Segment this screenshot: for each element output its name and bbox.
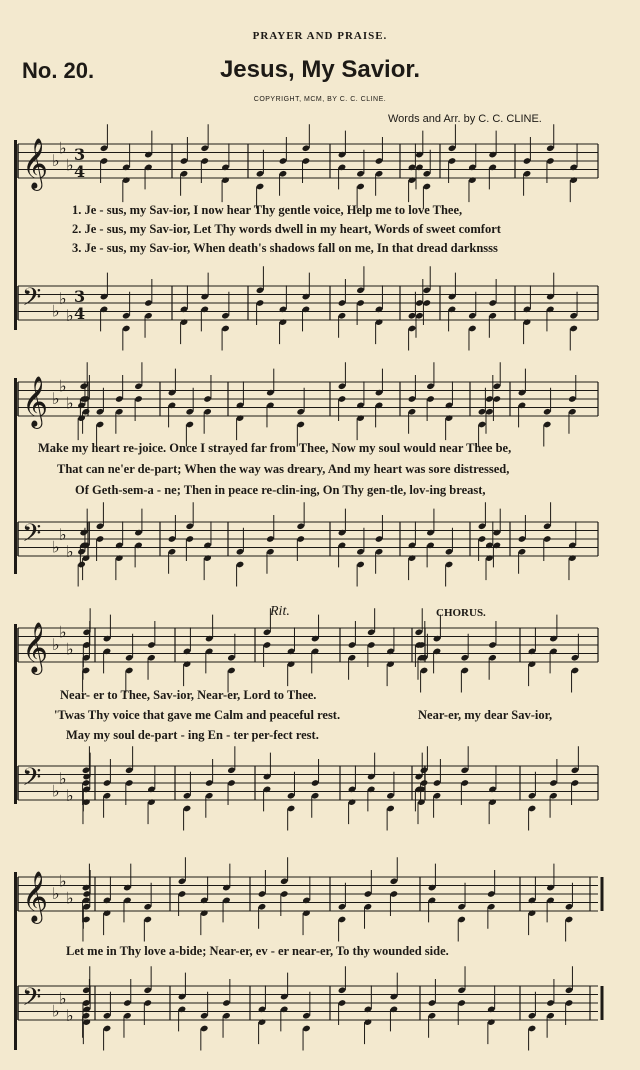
flat-icon: ♭ [66, 541, 74, 561]
flat-icon: ♭ [59, 622, 67, 642]
hymn-title: Jesus, My Savior. [219, 56, 421, 83]
verse3-line1: 3. Je - sus, my Sav-ior, When death's shadows fall on me, In that dread darknsss [72, 241, 498, 255]
treble-clef-icon: 𝄞 [22, 138, 49, 189]
flat-icon: ♭ [52, 635, 60, 654]
chorus-line2: Let me in Thy love a-bide; Near-er, ev - er near-er, To thy wounded side. [66, 944, 449, 958]
verse1-line2: Make my heart re-joice. Once I strayed far from Thee, Now my soul would near Thee be, [38, 441, 512, 455]
flat-icon: ♭ [66, 393, 74, 413]
verse2-line3: 'Twas Thy voice that gave me Calm and peaceful rest. [54, 708, 341, 722]
flat-icon: ♭ [66, 1005, 74, 1025]
flat-icon: ♭ [66, 305, 74, 325]
verse3-line2: Of Geth-sem-a - ne; Then in peace re-clin-ing, On Thy gen-tle, lov-ing breast, [75, 483, 486, 497]
flat-icon: ♭ [59, 376, 67, 396]
treble-clef-icon: 𝄞 [22, 871, 49, 922]
flat-icon: ♭ [52, 301, 60, 321]
flat-icon: ♭ [66, 785, 74, 805]
flat-icon: ♭ [52, 884, 60, 903]
time-signature-top: 3 [74, 145, 86, 164]
bass-clef-icon: 𝄢 [22, 763, 42, 798]
flat-icon: ♭ [52, 781, 60, 801]
flat-icon: ♭ [52, 151, 60, 170]
bass-clef-icon: 𝄢 [22, 519, 42, 554]
bass-clef-icon: 𝄢 [22, 283, 42, 318]
section-category: PRAYER AND PRAISE. [252, 30, 388, 42]
flat-icon: ♭ [52, 537, 60, 557]
bass-clef-icon: 𝄢 [22, 983, 42, 1018]
chorus-label: CHORUS. [436, 607, 486, 619]
treble-clef-icon: 𝄞 [22, 376, 49, 427]
flat-icon: ♭ [59, 524, 67, 544]
verse2-line1: 2. Je - sus, my Sav-ior, Let Thy words dwell in my heart, Words of sweet comfort [72, 222, 501, 236]
time-signature-top: 3 [74, 287, 86, 306]
author-credit: Words and Arr. by C. C. CLINE. [388, 113, 542, 125]
treble-clef-icon: 𝄞 [22, 622, 49, 673]
time-signature-bottom: 4 [74, 162, 86, 181]
time-signature-bottom: 4 [74, 304, 86, 323]
copyright-line: COPYRIGHT, MCM, BY C. C. CLINE. [253, 96, 387, 103]
flat-icon: ♭ [59, 288, 67, 308]
flat-icon: ♭ [66, 155, 74, 175]
flat-icon: ♭ [66, 639, 74, 659]
flat-icon: ♭ [66, 888, 74, 908]
flat-icon: ♭ [59, 138, 67, 158]
verse1-line1: 1. Je - sus, my Sav-ior, I now hear Thy gentle voice, Help me to love Thee, [72, 203, 463, 217]
verse2-line2: That can ne'er de-part; When the way was dreary, And my heart was sore distressed, [57, 462, 510, 476]
flat-icon: ♭ [59, 871, 67, 891]
flat-icon: ♭ [52, 1001, 60, 1021]
hymn-number: No. 20. [22, 58, 95, 83]
ritardando-mark: Rit. [270, 604, 290, 619]
flat-icon: ♭ [52, 389, 60, 408]
chorus-line1: Near-er, my dear Sav-ior, [418, 708, 553, 722]
flat-icon: ♭ [59, 988, 67, 1008]
verse1-line3: Near- er to Thee, Sav-ior, Near-er, Lord to Thee. [60, 688, 317, 702]
verse3-line3: May my soul de-part - ing En - ter per-fect rest. [66, 728, 319, 742]
flat-icon: ♭ [59, 768, 67, 788]
